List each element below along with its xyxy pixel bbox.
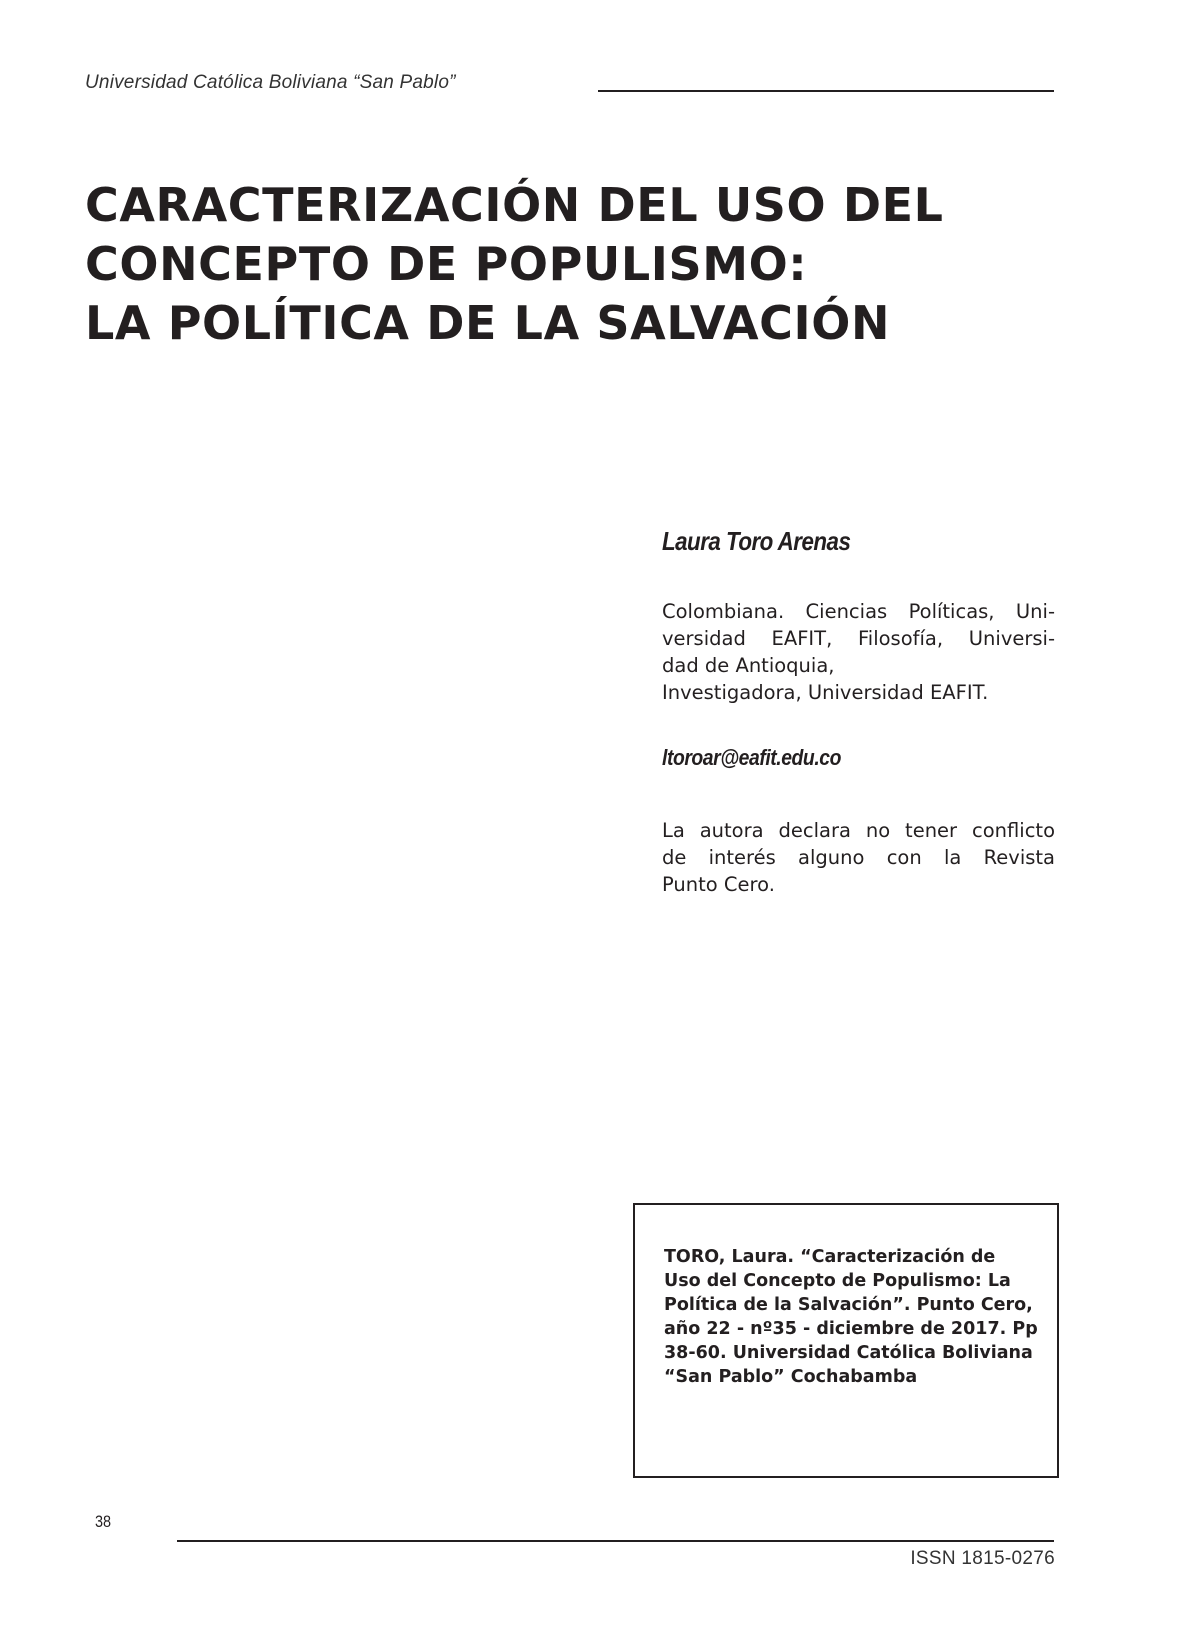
author-bio bbox=[662, 598, 1055, 706]
author-bio-line: Colombiana. Ciencias Políticas, Uni- bbox=[662, 600, 1055, 623]
citation-line: “San Pablo” Cochabamba bbox=[664, 1367, 918, 1387]
author-bio-line: Investigadora, Universidad EAFIT. bbox=[662, 681, 989, 704]
author-bio-line: dad de Antioquia, bbox=[662, 654, 835, 677]
conflict-of-interest-statement bbox=[662, 817, 1055, 898]
citation-line: 38-60. Universidad Católica Boliviana bbox=[664, 1343, 1033, 1363]
article-title-line: LA POLÍTICA DE LA SALVACIÓN bbox=[85, 296, 891, 350]
article-title bbox=[85, 176, 1085, 353]
footer-rule bbox=[177, 1540, 1054, 1542]
disclosure-line: La autora declara no tener conflicto bbox=[662, 819, 1055, 842]
citation-text bbox=[664, 1245, 1049, 1389]
author-bio-line: versidad EAFIT, Filosofía, Universi- bbox=[662, 627, 1055, 650]
citation-box bbox=[633, 1203, 1059, 1478]
author-email: ltoroar@eafit.edu.co bbox=[662, 745, 841, 770]
issn: ISSN 1815-0276 bbox=[910, 1548, 1055, 1569]
citation-line: TORO, Laura. “Caracterización de bbox=[664, 1247, 996, 1267]
citation-line: Política de la Salvación”. Punto Cero, bbox=[664, 1295, 1033, 1315]
running-header-institution: Universidad Católica Boliviana “San Pablo” bbox=[85, 72, 456, 93]
citation-line: año 22 - nº35 - diciembre de 2017. Pp bbox=[664, 1319, 1038, 1339]
page-number: 38 bbox=[95, 1512, 112, 1531]
author-name: Laura Toro Arenas bbox=[662, 526, 851, 556]
article-title-line: CARACTERIZACIÓN DEL USO DEL bbox=[85, 178, 944, 232]
disclosure-line: de interés alguno con la Revista bbox=[662, 846, 1055, 869]
article-title-line: CONCEPTO DE POPULISMO: bbox=[85, 237, 808, 291]
citation-line: Uso del Concepto de Populismo: La bbox=[664, 1271, 1011, 1291]
header-rule bbox=[598, 90, 1054, 92]
disclosure-line: Punto Cero. bbox=[662, 873, 775, 896]
